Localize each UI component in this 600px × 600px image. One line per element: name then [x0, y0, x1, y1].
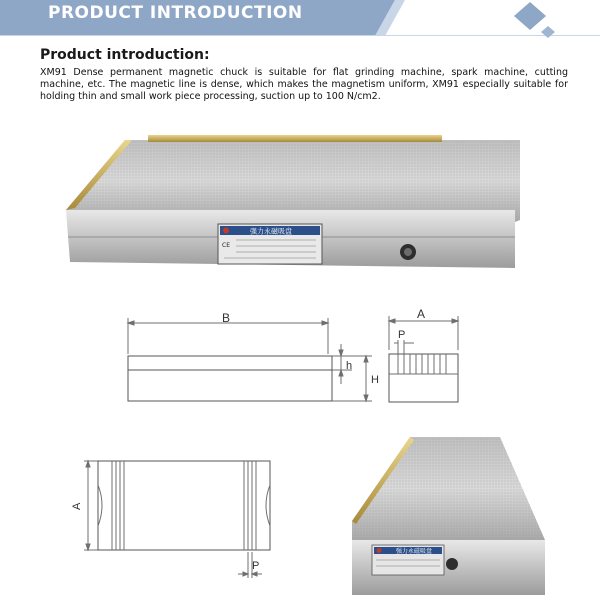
chuck-photo-main: [66, 135, 520, 268]
nameplate-title: 强力永磁吸盘: [250, 227, 292, 236]
dim-label-h-total: H: [371, 374, 379, 386]
angled-nameplate-title: 强力永磁吸盘: [396, 548, 433, 555]
dim-label-p-end: P: [398, 329, 406, 341]
section-heading: Product introduction:: [40, 47, 210, 63]
dim-label-b: B: [222, 311, 231, 325]
nameplate: [218, 224, 322, 264]
nameplate-ce: CE: [222, 242, 230, 249]
dim-label-a-end: A: [417, 307, 426, 321]
side-view-drawing: [128, 318, 372, 401]
page-title: PRODUCT INTRODUCTION: [48, 3, 303, 23]
dim-label-p-top: P: [252, 560, 260, 572]
chuck-photo-angled: [352, 437, 545, 595]
dim-label-a-top: A: [71, 502, 83, 510]
intro-paragraph: XM91 Dense permanent magnetic chuck is suitable for flat grinding machine, spark machine, cutting machine, etc. The magnetic line is dense, which makes the magnetism uniform, XM91 especially suitable for holding thin and small work piece processing, suction up to 100 N/cm2.: [40, 67, 568, 102]
top-view-drawing: [84, 461, 270, 578]
dim-label-h-small: h: [346, 360, 353, 372]
